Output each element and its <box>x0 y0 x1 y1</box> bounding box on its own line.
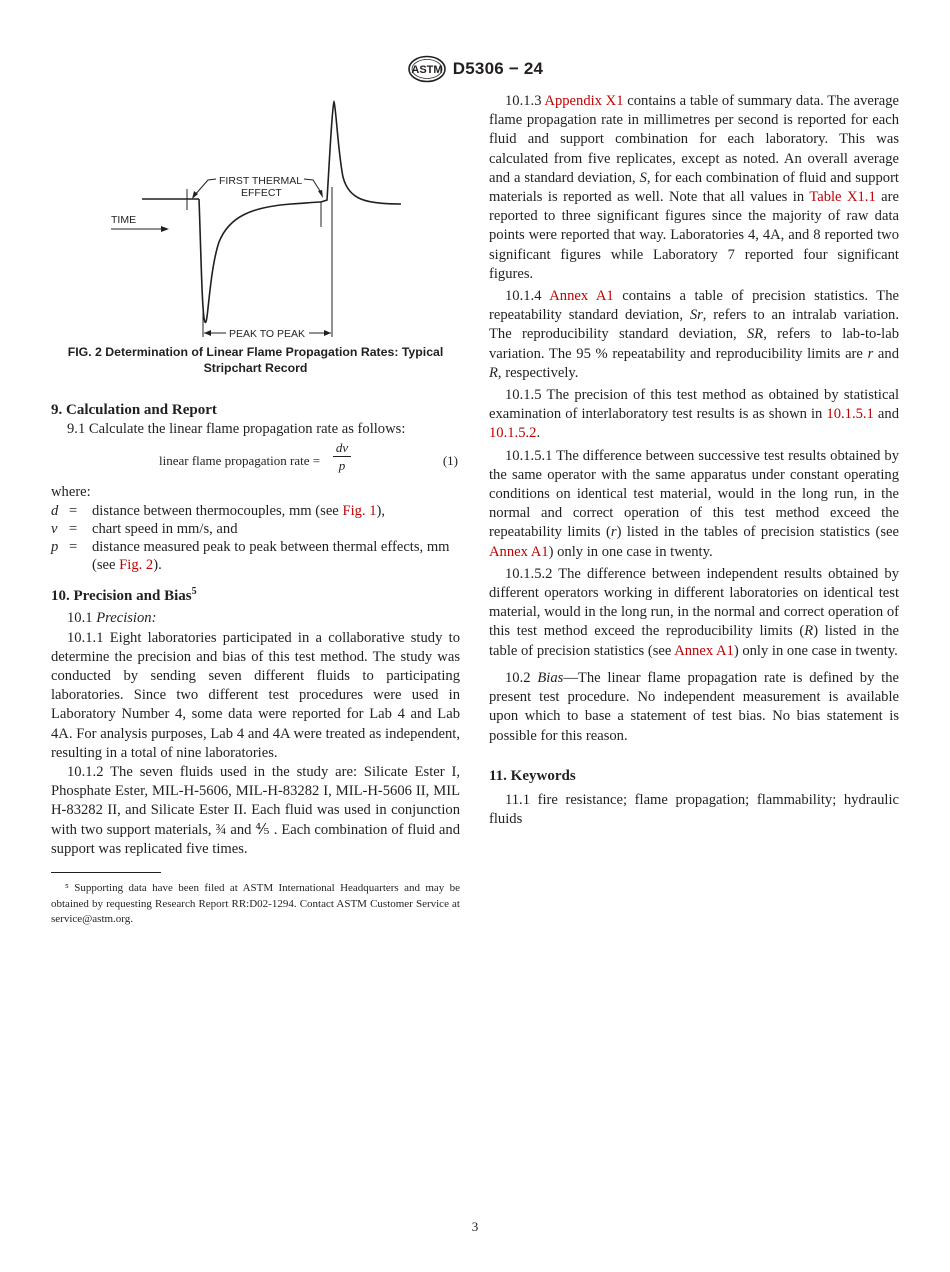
paragraph-10-1-2: 10.1.2 The seven fluids used in the study are: Silicate Ester I, Phosphate Ester, MIL-H-5606, MIL-H-83282 I, MIL-H-5606 II, MIL H-83282 II, and Silicate Ester II. Each fluid was used in conjunction with two support materials, ¾ and ⅘ . Each combination of fluid and support was replicated five times. <box>51 764 460 857</box>
link-10-1-5-1[interactable]: 10.1.5.1 <box>826 406 874 423</box>
footnote-ref-5[interactable]: 5 <box>191 586 197 598</box>
paragraph-9-1: 9.1 Calculate the linear flame propagation rate as follows: <box>67 421 406 437</box>
paragraph-10-1-4: 10.1.4 Annex A1 contains a table of precision statistics. The repeatability standard deviation, Sr, refers to an intralab variation. The reproducibility standard deviation, SR, refers to lab-to-lab variation. The 95 % repeatability and reproducibility limits are r and R, respectively. <box>489 288 899 381</box>
fig-2-link[interactable]: Fig. 2 <box>119 557 154 574</box>
astm-logo-icon <box>407 55 447 83</box>
paragraph-10-1: 10.1 Precision: <box>67 610 157 627</box>
paragraph-10-1-3: 10.1.3 Appendix X1 contains a table of summary data. The average flame propagation rate in millimetres per second is reported for each fluid and support combination for each laboratory. This was calculated from five replicates, except as noted. An overall average and a standard deviation, S, for each combination of fluid and support materials is reported as well. Note that all values in Table X1.1 are reported to three significant figures since the majority of raw data points were reported that way. Laboratories 4, 4A, and 8 reported two significant figures while Laboratory 7 reported four significant figures. <box>489 93 900 282</box>
def-v: v = chart speed in mm/s, and <box>51 521 238 538</box>
section-11-heading: 11. Keywords <box>489 767 576 784</box>
figure-caption: FIG. 2 Determination of Linear Flame Propagation Rates: Typical Stripchart Record <box>67 345 444 375</box>
paragraph-10-2: 10.2 Bias—The linear flame propagation rate is defined by the present test procedure. No independent measurement is available upon which to base a statement of test bias. No bias statement is possible for this reason. <box>489 669 900 744</box>
first-thermal-label-1: FIRST THERMAL <box>219 175 303 187</box>
page-number: 3 <box>471 1219 479 1234</box>
paragraph-10-1-5: 10.1.5 The precision of this test method as obtained by statistical examination of interlaboratory test results is as shown in 10.1.5.1 and 10.1.5.2. <box>489 387 899 442</box>
right-column <box>489 92 899 829</box>
paragraph-11-1: 11.1 fire resistance; flame propagation; flammability; hydraulic fluids <box>489 791 899 827</box>
first-thermal-label-2: EFFECT <box>241 187 282 199</box>
section-9-heading: 9. Calculation and Report <box>51 402 217 418</box>
appendix-x1-link[interactable]: Appendix X1 <box>544 93 624 109</box>
link-10-1-5-2[interactable]: 10.1.5.2 <box>489 425 537 442</box>
fig-1-link[interactable]: Fig. 1 <box>342 503 377 520</box>
left-column <box>51 92 460 925</box>
footnote-5: ⁵ Supporting data have been filed at ASTM International Headquarters and may be obtained by requesting Research Report RR:D02-1294. Contact ASTM Customer Service at service@astm.org. <box>51 882 460 925</box>
page-header <box>0 54 950 84</box>
paragraph-10-1-5-2: 10.1.5.2 The difference between independent results obtained by different operators working in different laboratories on identical test material, would in the long run, in the normal and correct operation of this test method exceed the reproducibility limits (R) listed in the table of precision statistics (see Annex A1) only in one case in twenty. <box>489 565 899 659</box>
equation-1: linear flame propagation rate = $\frac{dv}{p}$ (1) <box>159 440 458 474</box>
where-label: where: <box>51 484 91 501</box>
paragraph-10-1-1: 10.1.1 Eight laboratories participated in a collaborative study to determine the precision and bias of this test method. The study was conducted by sending seven different fluids to participating laboratories. Since two different test procedures were used in Laboratory Number 4, some data were reported for Lab 4 and Lab 4A. For analysis purposes, Lab 4 and 4A were treated as independent, resulting in a total of nine laboratories. <box>51 629 460 761</box>
def-p: p = distance measured peak to peak between thermal effects, mm (see Fig. 2). <box>51 539 450 574</box>
section-10-heading: 10. Precision and Bias$^5$ <box>51 586 197 605</box>
time-label: TIME <box>111 214 137 226</box>
annex-a1-link-2[interactable]: Annex A1 <box>489 543 549 560</box>
variable-definitions <box>51 502 460 574</box>
annex-a1-link-3[interactable]: Annex A1 <box>674 642 734 659</box>
paragraph-10-1-5-1: 10.1.5.1 The difference between successive test results obtained by the same operator with the same apparatus under constant operating conditions on identical test material, would in the long run, in the normal and correct operation of this test method exceed the repeatability limits (r) listed in the tables of precision statistics (see Annex A1) only in one case in twenty. <box>489 447 899 560</box>
table-x1-1-link[interactable]: Table X1.1 <box>809 189 876 206</box>
document-id: D5306 − 24 <box>452 59 544 78</box>
annex-a1-link[interactable]: Annex A1 <box>549 288 614 305</box>
peak-to-peak-label: PEAK TO PEAK <box>228 328 306 340</box>
footnote-rule <box>51 872 161 873</box>
figure-2-stripchart <box>51 92 460 344</box>
def-d: d = distance between thermocouples, mm (see Fig. 1), <box>51 503 386 520</box>
svg-text:ASTM: ASTM <box>411 64 443 76</box>
